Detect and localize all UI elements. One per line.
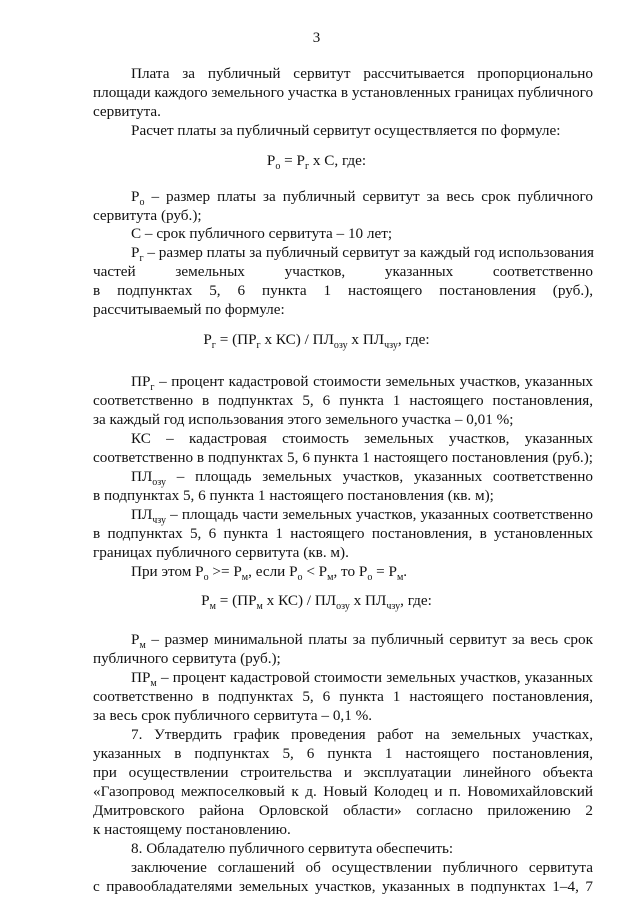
paragraph-line: площади каждого земельного участка в установленных границах публичного: [93, 84, 594, 101]
paragraph-line: $Р_о$ – размер платы за публичный сервитут за весь срок публичного: [131, 188, 593, 209]
paragraph-line: 8. Обладателю публичного сервитута обеспечить:: [131, 840, 454, 857]
paragraph-line: $ПЛ_{чзу}$ – площадь части земельных участков, указанных соответственно: [131, 506, 593, 527]
paragraph-line: сервитута.: [93, 103, 161, 120]
paragraph-line: Плата за публичный сервитут рассчитывается пропорционально: [131, 65, 593, 82]
paragraph-line: сервитута (руб.);: [93, 207, 202, 224]
paragraph-line: $ПР_м$ – процент кадастровой стоимости земельных участков, указанных: [131, 669, 593, 690]
paragraph-line: рассчитываемый по формуле:: [93, 301, 285, 318]
paragraph-line: $Р_г$ – размер платы за публичный сервитут за каждый год использования: [131, 244, 594, 265]
paragraph-line: соответственно в подпунктах 5, 6 пункта 1 настоящего постановления (руб.);: [93, 449, 593, 466]
paragraph-line: При этом $Р_о >= Р_м$, если $Р_о < Р_м$, то $Р_о = Р_м$.: [131, 563, 408, 584]
paragraph-line: при осуществлении строительства и эксплуатации линейного объекта: [93, 764, 593, 781]
paragraph-line: соответственно в подпунктах 5, 6 пункта 1 настоящего постановления,: [93, 392, 593, 409]
paragraph-line: за каждый год использования этого земельного участка – 0,01 %;: [93, 411, 514, 428]
paragraph-line: в подпунктах 5, 6 пункта 1 настоящего постановления, в установленных: [93, 525, 593, 542]
paragraph-line: к настоящему постановлению.: [93, 821, 291, 838]
paragraph-line: Расчет платы за публичный сервитут осуществляется по формуле:: [131, 122, 561, 139]
paragraph-line: публичного сервитута (руб.);: [93, 650, 281, 667]
paragraph-line: 7. Утвердить график проведения работ на земельных участках,: [131, 726, 593, 743]
paragraph-line: за весь срок публичного сервитута – 0,1 %.: [93, 707, 373, 724]
paragraph-line: Дмитровского района Орловской области» согласно приложению 2: [93, 802, 593, 819]
paragraph-line: границах публичного сервитута (кв. м).: [93, 544, 349, 561]
paragraph-line: $ПР_г$ – процент кадастровой стоимости земельных участков, указанных: [131, 373, 593, 394]
paragraph-line: соответственно в подпунктах 5, 6 пункта 1 настоящего постановления,: [93, 688, 593, 705]
paragraph-line: частей земельных участков, указанных соответственно: [93, 263, 593, 280]
paragraph-line: «Газопровод межпоселковый к д. Новый Колодец и п. Новомихайловский: [93, 783, 593, 800]
formula-1: $Р_о = Р_г$ x С, где:: [266, 152, 367, 173]
paragraph-line: С – срок публичного сервитута – 10 лет;: [131, 225, 393, 242]
formula-3: $Р_м = (ПР_м$ x $КС) / ПЛ_{озу}$ x $ПЛ_{чзу}$, где:: [201, 592, 432, 613]
paragraph-line: в подпунктах 5, 6 пункта 1 настоящего постановления (кв. м);: [93, 487, 494, 504]
paragraph-line: $ПЛ_{озу}$ – площадь земельных участков, указанных соответственно: [131, 468, 593, 489]
formula-2: $Р_г = (ПР_г$ x $КС) / ПЛ_{озу}$ x $ПЛ_{чзу}$, где:: [203, 331, 430, 352]
paragraph-line: в подпунктах 5, 6 пункта 1 настоящего постановления (руб.),: [93, 282, 593, 299]
page-number: 3: [312, 30, 321, 46]
paragraph-line: с правообладателями земельных участков, указанных в подпунктах 1–4, 7: [93, 878, 593, 895]
paragraph-line: КС – кадастровая стоимость земельных участков, указанных: [131, 430, 593, 447]
paragraph-line: указанных в подпунктах 5, 6 пункта 1 настоящего постановления,: [93, 745, 593, 762]
paragraph-line: $Р_м$ – размер минимальной платы за публичный сервитут за весь срок: [131, 631, 593, 652]
paragraph-line: заключение соглашений об осуществлении публичного сервитута: [131, 859, 593, 876]
